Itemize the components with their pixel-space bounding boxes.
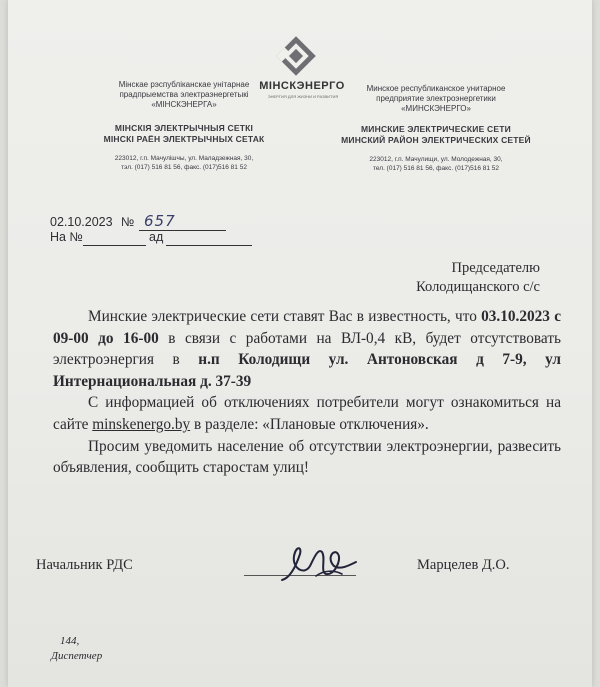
addressee-line-2: Колодищанского с/с — [416, 279, 540, 295]
outage-text-1: Минские электрические сети ставят Вас в известность, что — [88, 308, 482, 325]
division-left — [80, 123, 288, 145]
outage-text-2: в связи с работами на ВЛ-0,4 кВ, будет отсутствовать электроэнергия в — [53, 329, 561, 369]
letterhead-left — [80, 80, 288, 110]
letter-body — [53, 306, 561, 479]
footer-role: Диспетчер — [51, 650, 103, 662]
paragraph-info — [53, 392, 561, 435]
signatory-position: Начальник РДС — [36, 557, 133, 573]
division-ru-2: МИНСКИЙ РАЙОН ЭЛЕКТРИЧЕСКИХ СЕТЕЙ — [341, 135, 531, 145]
outgoing-no-label: № — [121, 215, 135, 229]
org-name-ru-2: предприятие электроэнергетики — [376, 94, 496, 103]
info-text-1: С информацией об отключениях потребители могут ознакомиться на сайте — [53, 394, 561, 433]
division-by-2: МІНСКІ РАЁН ЭЛЕКТРЫЧНЫХ СЕТАК — [103, 134, 265, 144]
address-ru-2: тел. (017) 516 81 56, факс. (017)516 81 52 — [372, 165, 500, 172]
website-link[interactable]: minskenergo.by — [92, 415, 191, 433]
letterhead-right — [326, 84, 546, 114]
paragraph-outage — [53, 306, 561, 392]
signatory-name: Марцелев Д.О. — [417, 557, 510, 573]
handwritten-signature — [276, 536, 366, 588]
footer-code: 144, — [60, 635, 80, 647]
org-name-by-3: «МІНСКЭНЕРГА» — [151, 100, 217, 109]
incoming-date-line — [166, 245, 252, 246]
minskenergo-logo-icon — [274, 34, 318, 78]
outage-time: 03.10.2023 с 09-00 до 16-00 — [53, 308, 561, 347]
letter-page — [8, 0, 592, 687]
addressee — [328, 259, 540, 297]
brand-name: МIНСКЭНЕРГО — [259, 80, 345, 92]
paragraph-request: Просим уведомить население об отсутствии электроэнергии, развесить объявления, сообщить старостам улиц! — [53, 437, 561, 477]
address-by-1: 223012, г.п. Мачулішчы, ул. Маладзежная, 30, — [114, 155, 254, 162]
division-right — [326, 124, 546, 146]
division-ru-1: МИНСКИЕ ЭЛЕКТРИЧЕСКИЕ СЕТИ — [361, 124, 511, 134]
org-name-ru-1: Минское республиканское унитарное — [366, 84, 506, 93]
addressee-line-1: Председателю — [451, 260, 540, 276]
org-name-ru-3: «МИНСКЭНЕРГО» — [401, 104, 471, 113]
org-name-by-1: Мінскае рэспубліканскае унітарнае — [118, 80, 250, 89]
outage-location: н.п Колодищи ул. Антоновская д 7-9, ул Интернациональная д. 37-39 — [53, 351, 561, 390]
address-ru-1: 223012, г.п. Мачулищи, ул. Молодежная, 30, — [369, 156, 503, 163]
outgoing-date: 02.10.2023 — [50, 215, 113, 229]
incoming-of-label: ад — [149, 230, 164, 244]
address-right — [326, 155, 546, 173]
incoming-number-line — [83, 245, 146, 246]
incoming-no-label: На № — [50, 230, 83, 244]
outgoing-number: 657 — [144, 212, 176, 230]
address-left — [80, 154, 288, 172]
info-text-2: в разделе: «Плановые отключения». — [190, 415, 429, 433]
address-by-2: тэл. (017) 516 81 56, факс. (017)516 81 52 — [121, 164, 247, 171]
org-name-by-2: прадпрыемства электраэнергетыкі — [119, 90, 249, 99]
division-by-1: МІНСКІЯ ЭЛЕКТРЫЧНЫЯ СЕТКІ — [114, 123, 254, 133]
brand-subtitle: ЭНЕРГИЯ ДЛЯ ЖИЗНИ И РАЗВИТИЯ — [267, 94, 339, 99]
